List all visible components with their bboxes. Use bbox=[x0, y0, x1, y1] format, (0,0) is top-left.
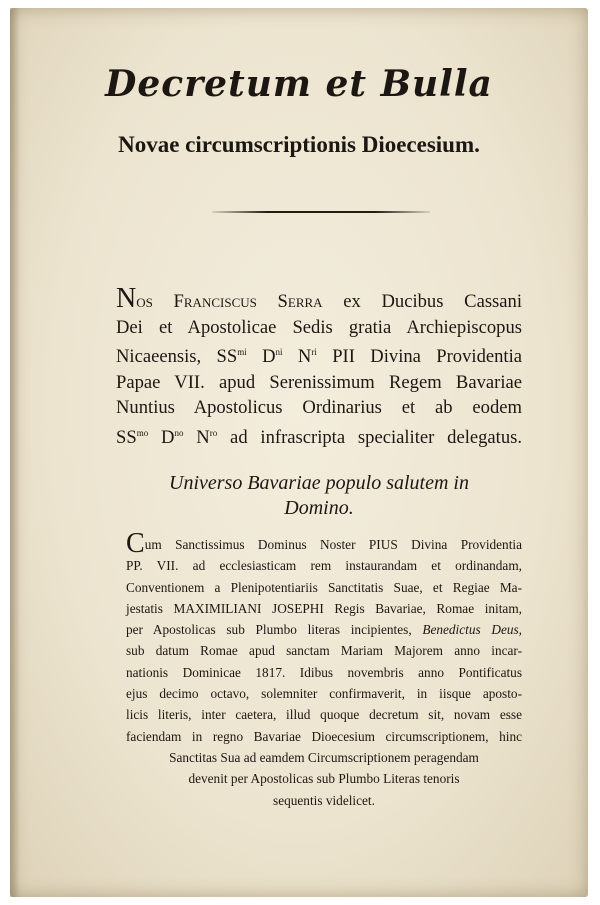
body-line: jestatis MAXIMILIANI JOSEPHI Regis Bavariae, Romae initam, bbox=[126, 600, 522, 616]
greeting-line: Domino. bbox=[284, 497, 354, 519]
superscript: mo bbox=[136, 427, 149, 438]
body-line: licis literis, inter caetera, illud quoque decretum sit, novam esse bbox=[126, 707, 522, 723]
superscript: ni bbox=[275, 347, 283, 357]
body-line: Conventionem a Plenipotentiariis Sanctitatis Suae, et Regiae Ma- bbox=[126, 579, 522, 595]
intro-text: PII Divina Providentia bbox=[316, 346, 522, 367]
body-line: sequentis videlicet. bbox=[273, 792, 375, 808]
intro-paragraph bbox=[116, 283, 523, 450]
body-line: ejus decimo octavo, solemniter confirmaverit, in iisque aposto- bbox=[126, 686, 522, 702]
body-line: PP. VII. ad ecclesiasticam rem instaurandam et ordinandam, bbox=[126, 558, 522, 574]
italic-text: Benedictus Deus, bbox=[422, 622, 522, 638]
body-line: Sanctitas Sua ad eamdem Circumscriptionem peragendam bbox=[169, 749, 479, 765]
superscript: ro bbox=[209, 427, 218, 438]
greeting bbox=[110, 471, 528, 521]
body-text: um Sanctissimus Dominus Noster PIUS Divina Providentia bbox=[144, 537, 522, 552]
name-small-caps: os Franciscus Serra bbox=[136, 291, 323, 312]
body-line bbox=[126, 528, 522, 559]
intro-text: D bbox=[246, 346, 276, 367]
body-line: devenit per Apostolicas sub Plumbo Literas tenoris bbox=[188, 771, 460, 787]
document-title: Decretum et Bulla bbox=[105, 63, 493, 105]
intro-text: N bbox=[183, 426, 210, 448]
intro-line bbox=[116, 283, 523, 315]
intro-text: Nicaeensis, SS bbox=[116, 346, 238, 367]
intro-line: Nuntius Apostolicus Ordinarius et ab eodem bbox=[116, 397, 522, 418]
document-page bbox=[10, 8, 588, 897]
body-line: sub datum Romae apud sanctam Mariam Majorem anno incar- bbox=[126, 643, 522, 659]
body-line bbox=[126, 619, 522, 640]
superscript: ri bbox=[311, 347, 317, 357]
intro-text: N bbox=[282, 346, 312, 367]
body-line: nationis Dominicae 1817. Idibus novembris anno Pontificatus bbox=[126, 664, 522, 680]
document-subtitle: Novae circumscriptionis Dioecesium. bbox=[118, 132, 480, 157]
intro-text: D bbox=[148, 426, 175, 448]
intro-line: Papae VII. apud Serenissimum Regem Bavariae bbox=[116, 371, 522, 393]
intro-text: ex Ducibus Cassani bbox=[322, 291, 523, 312]
intro-line bbox=[116, 421, 522, 451]
initial-letter: C bbox=[126, 528, 145, 559]
intro-line bbox=[116, 340, 522, 370]
divider-rule bbox=[212, 211, 430, 213]
initial-letter: N bbox=[116, 283, 137, 314]
greeting-line: Universo Bavariae populo salutem in bbox=[169, 472, 469, 494]
intro-text: SS bbox=[116, 426, 137, 448]
body-paragraph bbox=[126, 528, 522, 811]
superscript: no bbox=[174, 427, 184, 438]
body-line: faciendam in regno Bavariae Dioecesium circumscriptionem, hinc bbox=[126, 728, 522, 744]
intro-text: ad infrascripta specialiter delegatus. bbox=[217, 426, 523, 448]
superscript: mi bbox=[237, 347, 247, 357]
body-text: per Apostolicas sub Plumbo literas incipientes, bbox=[126, 622, 423, 638]
intro-line: Dei et Apostolicae Sedis gratia Archiepiscopus bbox=[116, 316, 522, 338]
